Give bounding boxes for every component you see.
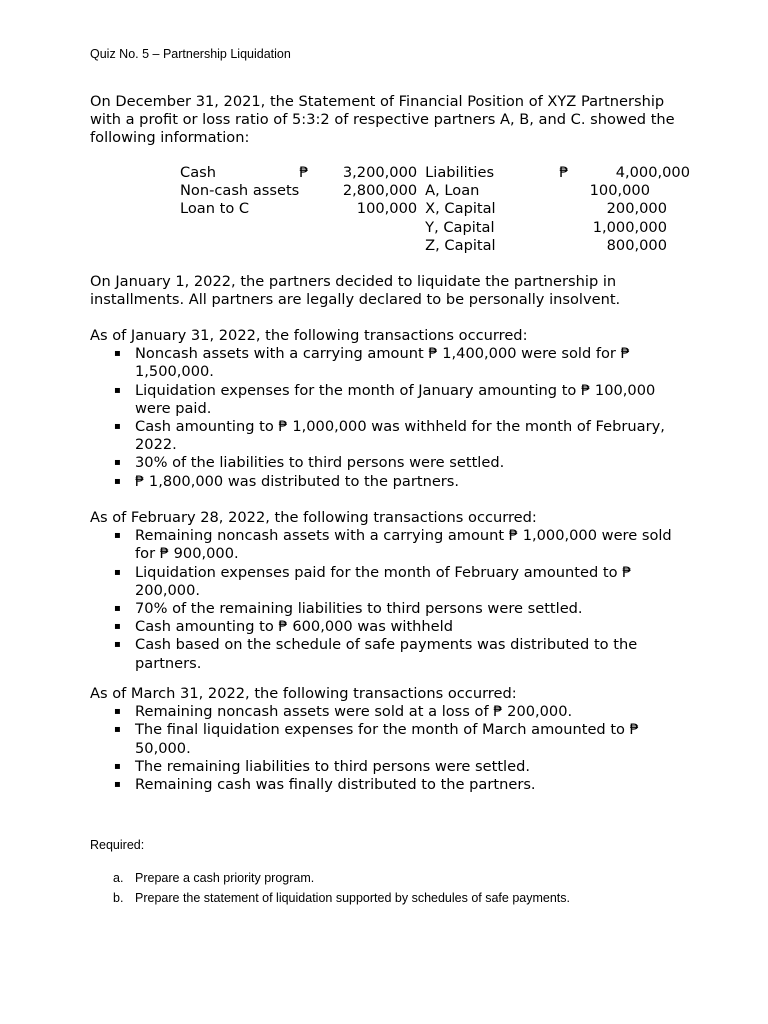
left-peso xyxy=(299,237,322,255)
right-amount-value: 800,000 xyxy=(606,236,667,254)
table-row xyxy=(180,200,690,218)
february-section xyxy=(90,509,690,673)
march-section xyxy=(90,685,690,794)
right-amount-value: 4,000,000 xyxy=(615,164,690,181)
right-amount xyxy=(571,219,690,237)
item-letter: a. xyxy=(113,871,124,885)
left-label xyxy=(180,237,299,255)
right-peso xyxy=(559,200,571,218)
list-item-text: The final liquidation expenses for the month of March amounted to ₱ 50,000. xyxy=(135,721,639,757)
list-item xyxy=(114,382,690,418)
square-bullet-icon: ▪ xyxy=(114,457,121,469)
left-label: Non-cash assets xyxy=(180,182,300,200)
left-peso xyxy=(299,219,322,237)
list-item xyxy=(114,776,690,794)
square-bullet-icon: ▪ xyxy=(114,760,121,772)
square-bullet-icon: ▪ xyxy=(114,706,121,718)
right-amount-value: 100,000 xyxy=(589,182,650,200)
right-amount xyxy=(571,182,690,200)
list-item xyxy=(114,721,690,757)
list-item xyxy=(90,888,690,908)
left-amount xyxy=(322,237,425,255)
square-bullet-icon: ▪ xyxy=(114,348,121,360)
left-peso: ₱ xyxy=(299,164,309,181)
right-label: Z, Capital xyxy=(425,236,496,254)
required-label: Required: xyxy=(90,838,145,852)
list-item-text: 70% of the remaining liabilities to third persons were settled. xyxy=(135,600,583,618)
right-label: Y, Capital xyxy=(425,218,495,236)
square-bullet-icon: ▪ xyxy=(114,603,121,615)
right-peso: ₱ xyxy=(559,164,569,181)
list-item-text: Liquidation expenses for the month of January amounting to ₱ 100,000 were paid. xyxy=(135,381,656,417)
left-label: Cash xyxy=(180,164,216,181)
list-item xyxy=(114,418,690,454)
list-item xyxy=(114,454,690,472)
right-amount-value: 1,000,000 xyxy=(592,218,667,236)
left-amount: 2,800,000 xyxy=(342,182,418,200)
right-peso xyxy=(559,219,571,237)
right-label: A, Loan xyxy=(425,182,480,200)
table-row xyxy=(180,182,690,200)
right-peso xyxy=(559,182,571,200)
list-item-text: Cash amounting to ₱ 600,000 was withheld xyxy=(135,618,453,636)
square-bullet-icon: ▪ xyxy=(114,621,121,633)
left-peso xyxy=(299,182,322,200)
left-amount: 100,000 xyxy=(356,200,418,218)
right-peso xyxy=(559,237,571,255)
list-item xyxy=(114,564,690,600)
list-item-text: Noncash assets with a carrying amount ₱ 1,400,000 were sold for ₱ 1,500,000. xyxy=(135,345,630,381)
list-item xyxy=(114,600,690,618)
list-item-text: 30% of the liabilities to third persons were settled. xyxy=(135,454,505,472)
left-peso xyxy=(299,200,322,218)
item-text: Prepare the statement of liquidation supported by schedules of safe payments. xyxy=(135,891,570,905)
item-letter: b. xyxy=(113,891,124,905)
list-item xyxy=(114,758,690,776)
list-item xyxy=(114,636,690,672)
square-bullet-icon: ▪ xyxy=(114,724,121,736)
required-list xyxy=(90,868,690,908)
list-item-text: Remaining noncash assets were sold at a loss of ₱ 200,000. xyxy=(135,703,573,721)
section-heading: As of March 31, 2022, the following transactions occurred: xyxy=(90,685,517,702)
list-item xyxy=(114,618,690,636)
left-amount: 3,200,000 xyxy=(342,164,418,181)
square-bullet-icon: ▪ xyxy=(114,566,121,578)
quiz-title: Quiz No. 5 – Partnership Liquidation xyxy=(90,47,291,61)
list-item-text: Liquidation expenses paid for the month of February amounted to ₱ 200,000. xyxy=(135,563,632,599)
list-item xyxy=(114,527,690,563)
intro-paragraph: On December 31, 2021, the Statement of Financial Position of XYZ Partnership with a profit or loss ratio of 5:3:2 of respective partners A, B, and C. showed the following information: xyxy=(90,93,675,147)
list-item-text: Cash based on the schedule of safe payments was distributed to the partners. xyxy=(135,636,638,672)
list-item-text: Cash amounting to ₱ 1,000,000 was withheld for the month of February, 2022. xyxy=(135,418,665,454)
right-label: X, Capital xyxy=(425,200,496,218)
list-item xyxy=(114,703,690,721)
table-row xyxy=(180,164,690,182)
square-bullet-icon: ▪ xyxy=(114,639,121,651)
item-text: Prepare a cash priority program. xyxy=(135,871,315,885)
list-item-text: The remaining liabilities to third persons were settled. xyxy=(135,757,530,775)
list-item-text: Remaining cash was finally distributed to the partners. xyxy=(135,776,536,794)
right-amount xyxy=(571,237,690,255)
right-label: Liabilities xyxy=(425,164,495,181)
list-item xyxy=(114,345,690,381)
left-label xyxy=(180,219,299,237)
square-bullet-icon: ▪ xyxy=(114,475,121,487)
transaction-list xyxy=(90,703,690,794)
left-label: Loan to C xyxy=(180,200,250,218)
list-item-text: ₱ 1,800,000 was distributed to the partners. xyxy=(135,472,460,490)
square-bullet-icon: ▪ xyxy=(114,421,121,433)
financial-position-table xyxy=(180,164,690,255)
january-section xyxy=(90,327,690,491)
section-heading: As of January 31, 2022, the following transactions occurred: xyxy=(90,327,528,344)
liquidation-decision-paragraph: On January 1, 2022, the partners decided to liquidate the partnership in installments. All partners are legally declared to be personally insolvent. xyxy=(90,273,621,309)
square-bullet-icon: ▪ xyxy=(114,530,121,542)
list-item-text: Remaining noncash assets with a carrying amount ₱ 1,000,000 were sold for ₱ 900,000. xyxy=(135,527,672,563)
section-heading: As of February 28, 2022, the following transactions occurred: xyxy=(90,509,537,526)
right-amount xyxy=(571,164,690,182)
square-bullet-icon: ▪ xyxy=(114,779,121,791)
right-amount-value: 200,000 xyxy=(606,200,667,218)
square-bullet-icon: ▪ xyxy=(114,384,121,396)
transaction-list xyxy=(90,527,690,673)
left-amount xyxy=(322,219,425,237)
table-row xyxy=(180,219,690,237)
list-item xyxy=(114,473,690,491)
transaction-list xyxy=(90,345,690,491)
list-item xyxy=(90,868,690,888)
table-row xyxy=(180,237,690,255)
right-amount xyxy=(571,200,690,218)
